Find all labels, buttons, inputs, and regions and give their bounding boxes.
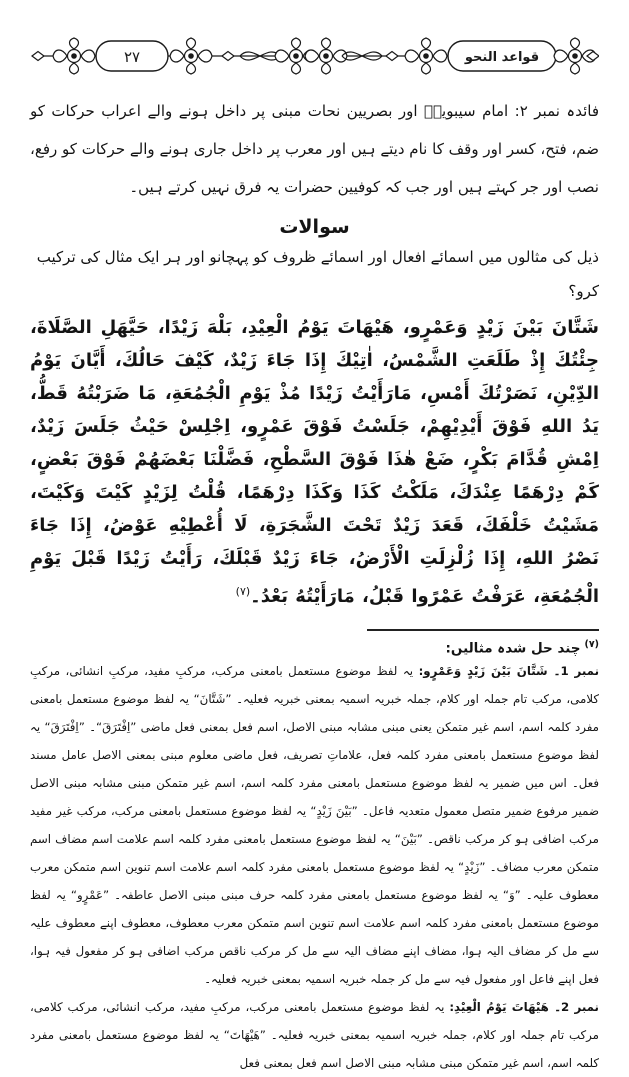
diamond-icon xyxy=(386,52,398,61)
book-title: قواعد النحو xyxy=(464,50,540,65)
page-number-cartouche xyxy=(96,41,168,71)
footnote-heading xyxy=(30,639,599,657)
footnote-item-2-body: یہ لفظ موضوع مستعمل بامعنی مرکب، مرکبِ مفید، مرکب انشائی، مرکب کلامی، مرکب تام جملہ اور کلام، جملہ خبریہ اسمیہ بمعنی خبریہ فعلیہ۔ ”هَيْهَاتَ“ یہ لفظ موضوع مستعمل بامعنی مفرد کلمہ اسم، اسم غیر متمکن مبنی مشابہ مبنی الاصل اسم فعل بمعنی فعل xyxy=(30,999,599,1070)
question-instruction: ذیل کی مثالوں میں اسمائے افعال اور اسمائے ظروف کو پہچانو اور ہر ایک مثال کی ترکیب کرو؟ xyxy=(36,248,599,300)
arabic-passage xyxy=(30,311,599,613)
diamond-icon xyxy=(222,52,234,61)
footnote-reference: (۷) xyxy=(235,585,251,598)
floral-knot-icon xyxy=(170,38,212,74)
floral-knot-icon xyxy=(53,38,95,74)
urdu-intro-paragraph: فائدہ نمبر ۲: امام سیبویہؒ اور بصریین نحات مبنی پر داخل ہونے والے اعراب حرکات کو ضم، فتح، کسر اور وقف کا نام دیتے ہیں اور معرب پر داخل جاری ہونے والے حرکات کو رفع، نصب اور جر کہتے ہیں اور جب کہ کوفیین حضرات یہ فرق نہیں کرتے ہیں۔ xyxy=(30,102,599,196)
footnote-marker: (۷) xyxy=(584,639,599,650)
footnote-section xyxy=(30,629,599,1077)
footnote-heading-text: چند حل شدہ مثالیں: xyxy=(445,640,581,657)
floral-knot-icon xyxy=(405,38,447,74)
footnote-item-1 xyxy=(30,657,599,993)
footnote-separator-rule xyxy=(367,629,599,631)
header-ornament-band xyxy=(30,30,599,82)
footnote-item-2-lead: نمبر 2۔ هَيْهَاتَ يَوْمُ الْعِيْدِ: xyxy=(449,999,599,1014)
page-number: ۲۷ xyxy=(123,48,141,66)
central-arabesque-icon xyxy=(240,38,382,74)
footnote-item-2 xyxy=(30,993,599,1077)
page-header xyxy=(30,30,599,82)
diamond-icon xyxy=(32,52,44,61)
footnote-item-1-lead: نمبر 1۔ شَتَّانَ بَيْنَ زَيْدٍ وَعَمْرٍو: xyxy=(418,663,600,678)
book-title-cartouche xyxy=(448,41,556,71)
footnote-item-1-body: یہ لفظ موضوع مستعمل بامعنی مرکب، مرکبِ مفید، مرکبِ انشائی، مرکبِ کلامی، مرکب تام جملہ اور کلام، جملہ خبریہ اسمیہ بمعنی خبریہ فعلیہ۔ ”شَتَّانَ“ یہ لفظ موضوع مستعمل بامعنی مفرد کلمہ اسم، اسم غیر متمکن یعنی مبنی مشابہ مبنی الاصل، اسم فعل بمعنی فعل ماضی ”اِفْتَرَقَ“۔ ”اِفْتَرَقَ“ یہ لفظ موضوع مستعمل بامعنی مفرد کلمہ فعل، علاماتِ تصریف، فعل ماضی معلوم مبنی بمعنی الاصل عامل مسند فعل۔ اس میں ضمیر یہ لفظ موضوع مستعمل بامعنی مفرد کلمہ اسم، اسم غیر متمکن مبنی مشابہ مبنی الاصل ضمیر مرفوع ضمیر متصل معمول متعدیہ فاعل۔ ”بَيْنَ زَيْدٍ“ یہ لفظ موضوع مستعمل بامعنی مرکب، مرکب غیر مفید مرکب اضافی ہو کر مرکب ناقص۔ ”بَيْنَ“ یہ لفظ موضوع مستعمل بامعنی مفرد کلمہ اسم علامت اسم مضاف اسم متمکن معرب مضاف۔ ”زَيْدٍ“ یہ لفظ موضوع مستعمل بامعنی مفرد کلمہ اسم علامت اسم تنوین اسم متمکن معرب معطوف علیہ۔ ”وَ“ یہ لفظ موضوع مستعمل بامعنی مفرد کلمہ حرف مبنی مبنی الاصل عاطفہ۔ ”عَمْرٍو“ یہ لفظ موضوع مستعمل بامعنی مفرد کلمہ اسم علامت اسم تنوین اسم متمکن معرب معطوف، معطوف اپنے معطوف علیہ سے مل کر مضاف الیہ ہوا، مضاف اپنے مضاف الیہ سے مل کر مرکب ناقص مرکب اضافی ہو کر مفعول فیہ ہوا، فعل اپنے فاعل اور مفعول فیہ سے مل کر جملہ خبریہ اسمیہ بمعنی خبریہ فعلیہ۔ xyxy=(30,663,599,986)
arabic-passage-text: شَتَّانَ بَيْنَ زَيْدٍ وَعَمْرٍو، هَيْهَاتَ يَوْمُ الْعِيْدِ، بَلْهَ زَيْدًا، حَيَّهَلِ الصَّلَاةَ، جِئْتُكَ إِذْ طَلَعَتِ الشَّمْسُ، اٰتِيْكَ إِذَا جَاءَ زَيْدٌ، كَيْفَ حَالُكَ، أَيَّانَ يَوْمُ الدِّيْنِ، نَصَرْتُكَ أَمْسِ، مَارَأَيْتُ زَيْدًا مُذْ يَوْمِ الْجُمُعَةِ، مَا ضَرَبْتُهُ قَطُّ، يَدُ اللهِ فَوْقَ أَيْدِيْهِمْ، جَلَسْتُ فَوْقَ عَمْرٍو، اِجْلِسْ حَيْثُ جَلَسَ زَيْدٌ، اِمْشِ قُدَّامَ بَكْرٍ، ضَعْ هٰذَا فَوْقَ السَّطْحِ، فَضَّلْنَا بَعْضَهُمْ فَوْقَ بَعْضٍ، كَمْ دِرْهَمًا عِنْدَكَ، مَلَكْتُ كَذَا وَكَذَا دِرْهَمًا، قُلْتُ لِزَيْدٍ كَيْتَ وَكَيْتَ، مَشَيْتُ خَلْفَكَ، قَعَدَ زَيْدٌ تَحْتَ الشَّجَرَةِ، لَا أُعْطِيْهِ عَوْضُ، إِذَا جَاءَ نَصْرُ اللهِ، إِذَا زُلْزِلَتِ الْأَرْضُ، جَاءَ زَيْدٌ قَبْلَكَ، رَأَيْتُ زَيْدًا قَبْلَ يَوْمِ الْجُمُعَةِ، عَرَفْتُ عَمْرًوا قَبْلُ، مَارَأَيْتُهُ بَعْدُ۔ xyxy=(30,317,599,607)
section-heading-sawalat: سوالات xyxy=(279,216,350,238)
